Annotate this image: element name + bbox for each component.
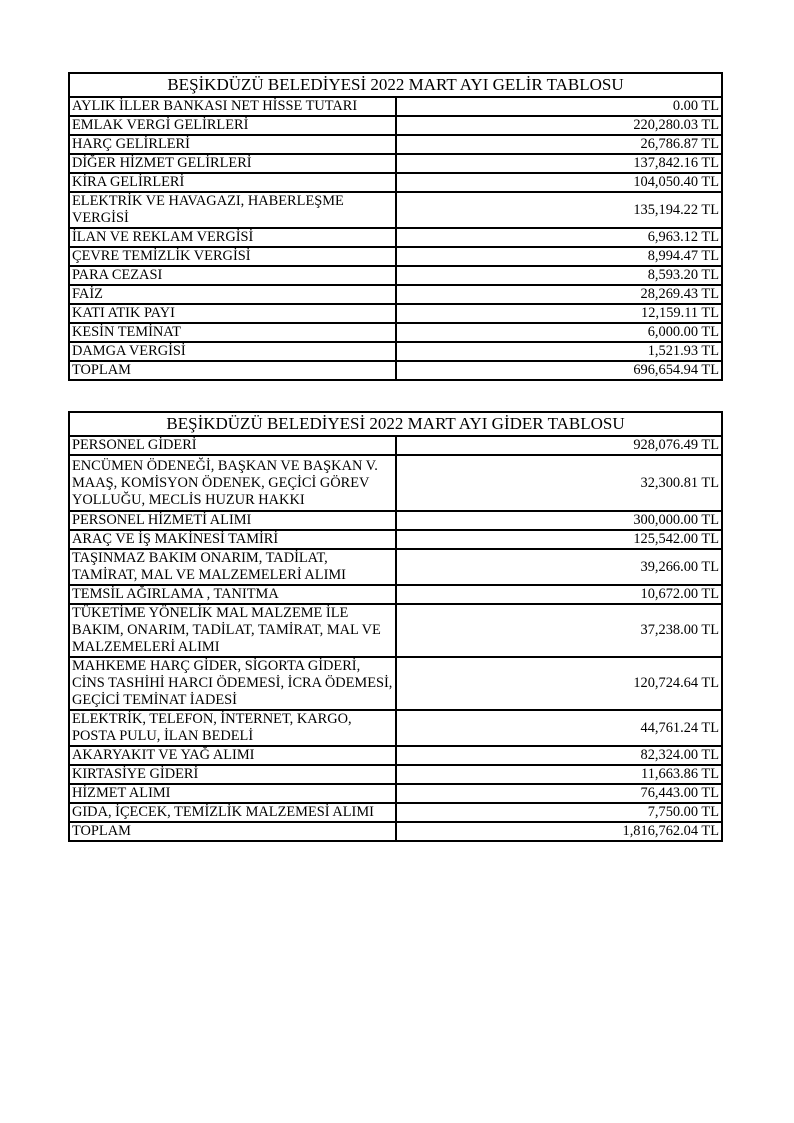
- row-label: TAŞINMAZ BAKIM ONARIM, TADİLAT, TAMİRAT, MAL VE MALZEMELERİ ALIMI: [69, 549, 396, 585]
- row-label: KİRA GELİRLERİ: [69, 173, 396, 192]
- table-row: [69, 710, 722, 746]
- row-amount: 928,076.49 TL: [396, 436, 723, 455]
- table-row: [69, 803, 722, 822]
- row-amount: 12,159.11 TL: [396, 304, 723, 323]
- row-amount: 76,443.00 TL: [396, 784, 723, 803]
- row-amount: 125,542.00 TL: [396, 530, 723, 549]
- table-row: [69, 97, 722, 116]
- row-amount: 37,238.00 TL: [396, 604, 723, 657]
- total-label: TOPLAM: [69, 822, 396, 841]
- table-row: [69, 455, 722, 511]
- income-table: [68, 72, 723, 381]
- row-label: ENCÜMEN ÖDENEĞİ, BAŞKAN VE BAŞKAN V. MAAŞ, KOMİSYON ÖDENEK, GEÇİCİ GÖREV YOLLUĞU, MECLİS HUZUR HAKKI: [69, 455, 396, 511]
- row-label: HİZMET ALIMI: [69, 784, 396, 803]
- row-label: TÜKETİME YÖNELİK MAL MALZEME İLE BAKIM, ONARIM, TADİLAT, TAMİRAT, MAL VE MALZEMELERİ ALIMI: [69, 604, 396, 657]
- row-label: AYLIK İLLER BANKASI NET HİSSE TUTARI: [69, 97, 396, 116]
- row-amount: 82,324.00 TL: [396, 746, 723, 765]
- table-row: [69, 116, 722, 135]
- table-row: [69, 173, 722, 192]
- row-label: KESİN TEMİNAT: [69, 323, 396, 342]
- row-label: HARÇ GELİRLERİ: [69, 135, 396, 154]
- row-label: EMLAK VERGİ GELİRLERİ: [69, 116, 396, 135]
- table-row: [69, 549, 722, 585]
- table-row: [69, 657, 722, 710]
- row-amount: 300,000.00 TL: [396, 511, 723, 530]
- row-amount: 32,300.81 TL: [396, 455, 723, 511]
- row-amount: 0.00 TL: [396, 97, 723, 116]
- table-row: [69, 323, 722, 342]
- row-amount: 10,672.00 TL: [396, 585, 723, 604]
- income-table-title-row: [69, 73, 722, 97]
- table-row: [69, 228, 722, 247]
- row-label: PERSONEL GİDERİ: [69, 436, 396, 455]
- row-label: İLAN VE REKLAM VERGİSİ: [69, 228, 396, 247]
- row-label: PERSONEL HİZMETİ ALIMI: [69, 511, 396, 530]
- table-row: [69, 266, 722, 285]
- row-label: ELEKTRİK VE HAVAGAZI, HABERLEŞME VERGİSİ: [69, 192, 396, 228]
- total-row: [69, 361, 722, 380]
- table-row: [69, 784, 722, 803]
- expense-table-title: BEŞİKDÜZÜ BELEDİYESİ 2022 MART AYI GİDER TABLOSU: [69, 412, 722, 436]
- row-amount: 1,521.93 TL: [396, 342, 723, 361]
- row-label: GIDA, İÇECEK, TEMİZLİK MALZEMESİ ALIMI: [69, 803, 396, 822]
- row-label: AKARYAKIT VE YAĞ ALIMI: [69, 746, 396, 765]
- row-label: DİĞER HİZMET GELİRLERİ: [69, 154, 396, 173]
- row-amount: 220,280.03 TL: [396, 116, 723, 135]
- income-table-title: BEŞİKDÜZÜ BELEDİYESİ 2022 MART AYI GELİR TABLOSU: [69, 73, 722, 97]
- total-label: TOPLAM: [69, 361, 396, 380]
- table-row: [69, 604, 722, 657]
- row-amount: 8,994.47 TL: [396, 247, 723, 266]
- table-row: [69, 746, 722, 765]
- row-label: DAMGA VERGİSİ: [69, 342, 396, 361]
- total-amount: 696,654.94 TL: [396, 361, 723, 380]
- table-row: [69, 304, 722, 323]
- row-label: ÇEVRE TEMİZLİK VERGİSİ: [69, 247, 396, 266]
- table-row: [69, 530, 722, 549]
- expense-table: [68, 411, 723, 842]
- row-amount: 11,663.86 TL: [396, 765, 723, 784]
- row-amount: 7,750.00 TL: [396, 803, 723, 822]
- row-amount: 120,724.64 TL: [396, 657, 723, 710]
- table-row: [69, 135, 722, 154]
- total-amount: 1,816,762.04 TL: [396, 822, 723, 841]
- row-amount: 104,050.40 TL: [396, 173, 723, 192]
- row-label: KATI ATIK PAYI: [69, 304, 396, 323]
- row-amount: 135,194.22 TL: [396, 192, 723, 228]
- row-amount: 137,842.16 TL: [396, 154, 723, 173]
- row-label: ELEKTRİK, TELEFON, İNTERNET, KARGO, POSTA PULU, İLAN BEDELİ: [69, 710, 396, 746]
- row-amount: 44,761.24 TL: [396, 710, 723, 746]
- row-label: KIRTASİYE GİDERİ: [69, 765, 396, 784]
- table-row: [69, 585, 722, 604]
- table-row: [69, 285, 722, 304]
- table-row: [69, 765, 722, 784]
- row-amount: 8,593.20 TL: [396, 266, 723, 285]
- row-amount: 39,266.00 TL: [396, 549, 723, 585]
- table-row: [69, 192, 722, 228]
- row-amount: 6,963.12 TL: [396, 228, 723, 247]
- expense-table-title-row: [69, 412, 722, 436]
- row-label: FAİZ: [69, 285, 396, 304]
- row-label: ARAÇ VE İŞ MAKİNESİ TAMİRİ: [69, 530, 396, 549]
- table-row: [69, 511, 722, 530]
- total-row: [69, 822, 722, 841]
- table-row: [69, 436, 722, 455]
- row-amount: 6,000.00 TL: [396, 323, 723, 342]
- table-row: [69, 342, 722, 361]
- row-label: PARA CEZASI: [69, 266, 396, 285]
- row-amount: 26,786.87 TL: [396, 135, 723, 154]
- table-row: [69, 247, 722, 266]
- row-amount: 28,269.43 TL: [396, 285, 723, 304]
- row-label: MAHKEME HARÇ GİDER, SİGORTA GİDERİ, CİNS TASHİHİ HARCI ÖDEMESİ, İCRA ÖDEMESİ, GEÇİCİ TEMİNAT İADESİ: [69, 657, 396, 710]
- table-row: [69, 154, 722, 173]
- row-label: TEMSİL AĞIRLAMA , TANITMA: [69, 585, 396, 604]
